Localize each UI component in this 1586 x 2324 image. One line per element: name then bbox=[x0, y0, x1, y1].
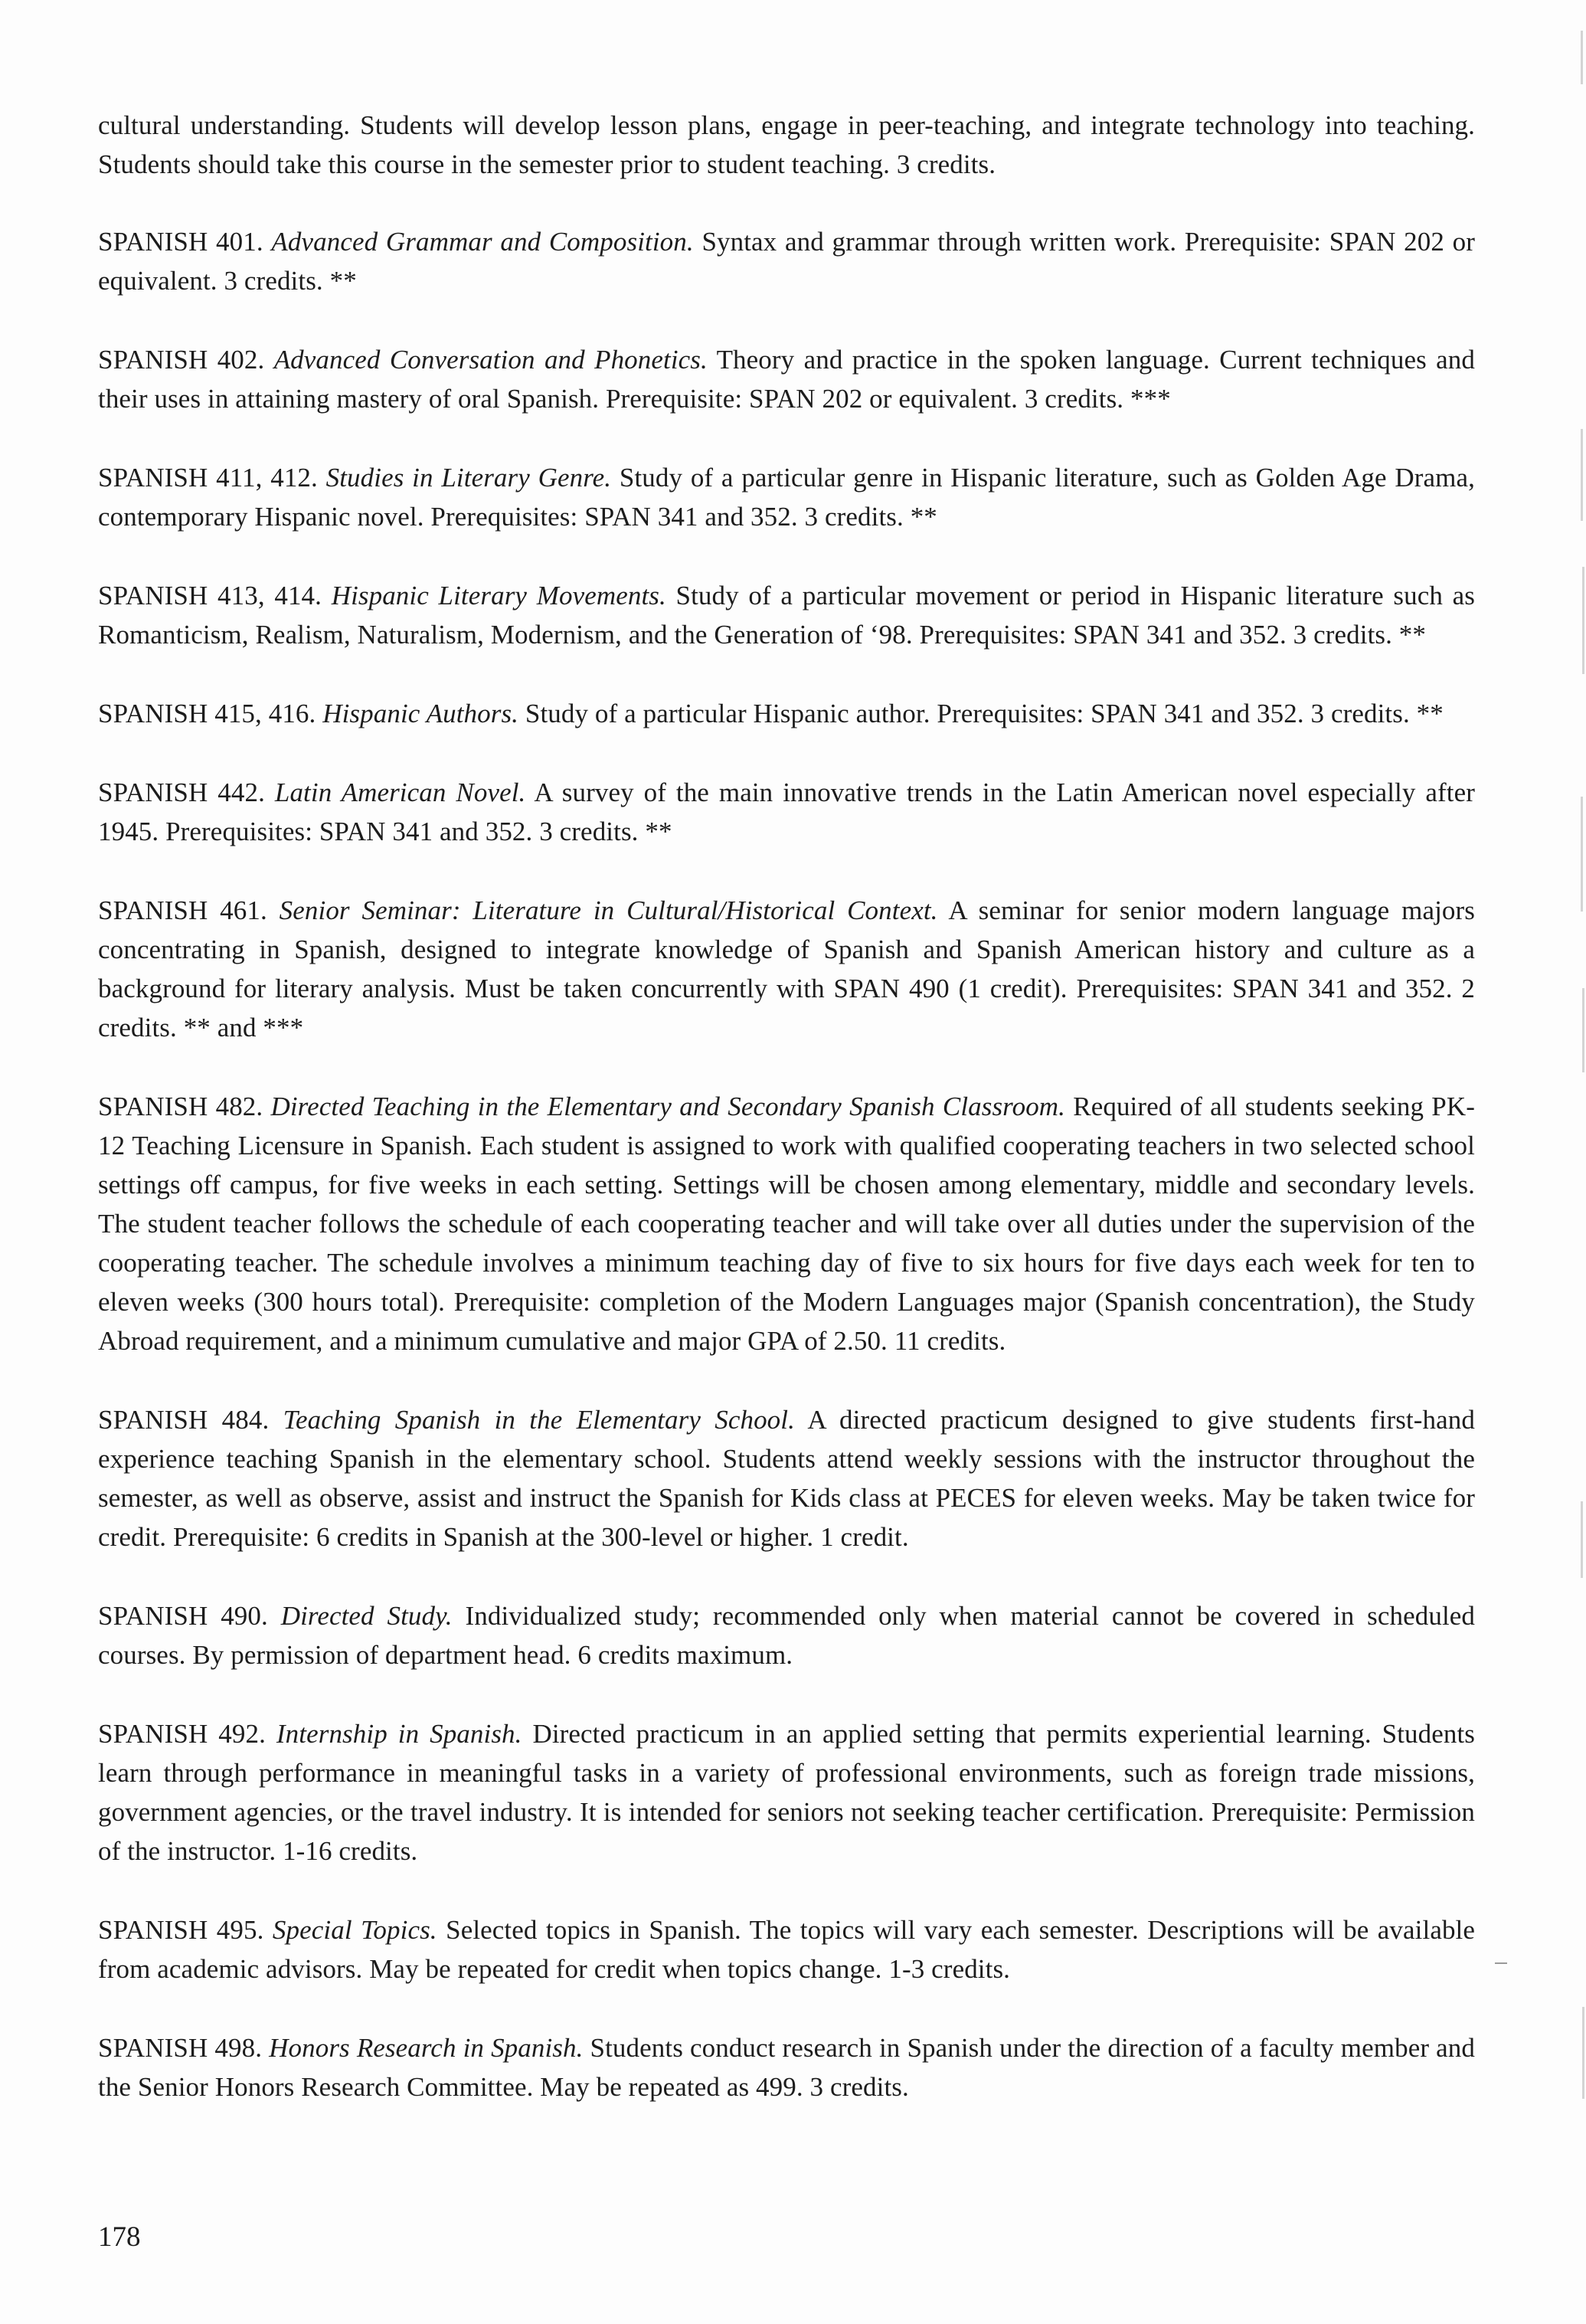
course-entry-spanish-415-416 bbox=[98, 694, 1475, 733]
course-title: Teaching Spanish in the Elementary School. bbox=[283, 1405, 795, 1435]
scan-edge-mark bbox=[1581, 1501, 1583, 1578]
scan-edge-mark bbox=[1581, 797, 1583, 912]
course-title: Hispanic Literary Movements. bbox=[331, 581, 666, 610]
course-title: Hispanic Authors. bbox=[322, 699, 519, 728]
course-description: Selected topics in Spanish. The topics will vary each semester. Descriptions will be available from academic advisors. May be repeated for credit when topics change. 1-3 credits. bbox=[98, 1915, 1476, 1984]
intro-paragraph bbox=[98, 106, 1475, 184]
scan-edge-dash bbox=[1495, 1962, 1507, 1964]
course-code: SPANISH 401. bbox=[98, 227, 263, 257]
course-description: A seminar for senior modern language majors concentrating in Spanish, designed to integrate knowledge of Spanish and Spanish American history and culture as a background for literary analysis. Must be taken concurrently with SPAN 490 (1 credit). Prerequisites: SPAN 341 and 352. 2 credits. ** and *** bbox=[98, 895, 1475, 1043]
course-description: Individualized study; recommended only when material cannot be covered in scheduled courses. By permission of department head. 6 credits maximum. bbox=[98, 1601, 1476, 1670]
course-title: Internship in Spanish. bbox=[276, 1719, 522, 1749]
course-description: Theory and practice in the spoken language. Current techniques and their uses in attaining mastery of oral Spanish. Prerequisite: SPAN 202 or equivalent. 3 credits. *** bbox=[98, 345, 1475, 414]
scan-edge-mark bbox=[1582, 567, 1584, 674]
course-code: SPANISH 402. bbox=[98, 345, 265, 375]
course-entry-spanish-498 bbox=[98, 2028, 1475, 2106]
course-code: SPANISH 461. bbox=[98, 895, 267, 925]
page-number: 178 bbox=[98, 2221, 141, 2253]
course-title: Special Topics. bbox=[272, 1915, 437, 1945]
course-description: Study of a particular movement or period in Hispanic literature such as Romanticism, Realism, Naturalism, Modernism, and the Generation of ‘98. Prerequisites: SPAN 341 and 352. 3 credits. ** bbox=[98, 581, 1475, 650]
course-title: Advanced Conversation and Phonetics. bbox=[273, 345, 708, 375]
scan-edge-mark bbox=[1582, 2007, 1584, 2099]
course-code: SPANISH 415, 416. bbox=[98, 699, 316, 728]
course-code: SPANISH 490. bbox=[98, 1601, 268, 1631]
intro-text: cultural understanding. Students will develop lesson plans, engage in peer-teaching, and integrate technology into teaching. Students should take this course in the semester prior to student teaching. 3 credits. bbox=[98, 110, 1475, 179]
course-entry-spanish-484 bbox=[98, 1400, 1475, 1556]
course-listing bbox=[98, 106, 1475, 2146]
course-description: Study of a particular Hispanic author. Prerequisites: SPAN 341 and 352. 3 credits. ** bbox=[525, 699, 1444, 728]
course-entry-spanish-492 bbox=[98, 1714, 1475, 1871]
scan-edge-mark bbox=[1582, 988, 1584, 1072]
course-description: Study of a particular genre in Hispanic literature, such as Golden Age Drama, contemporary Hispanic novel. Prerequisites: SPAN 341 and 352. 3 credits. ** bbox=[98, 463, 1475, 532]
course-entry-spanish-401 bbox=[98, 222, 1475, 300]
course-code: SPANISH 482. bbox=[98, 1092, 263, 1121]
course-entry-spanish-482 bbox=[98, 1087, 1475, 1360]
course-description: A directed practicum designed to give students first-hand experience teaching Spanish in the elementary school. Students attend weekly sessions with the instructor throughout the semester, as well as observe, assist and instruct the Spanish for Kids class at PECES for eleven weeks. May be taken twice for credit. Prerequisite: 6 credits in Spanish at the 300-level or higher. 1 credit. bbox=[98, 1405, 1475, 1552]
course-title: Advanced Grammar and Composition. bbox=[271, 227, 694, 257]
course-description: Students conduct research in Spanish under the direction of a faculty member and the Senior Honors Research Committee. May be repeated as 499. 3 credits. bbox=[98, 2033, 1475, 2102]
course-entry-spanish-402 bbox=[98, 340, 1475, 418]
course-description: A survey of the main innovative trends in the Latin American novel especially after 1945. Prerequisites: SPAN 341 and 352. 3 credits. ** bbox=[98, 777, 1475, 846]
course-entry-spanish-442 bbox=[98, 773, 1475, 851]
course-code: SPANISH 411, 412. bbox=[98, 463, 318, 493]
course-title: Honors Research in Spanish. bbox=[269, 2033, 584, 2063]
course-entry-spanish-490 bbox=[98, 1596, 1475, 1674]
course-title: Senior Seminar: Literature in Cultural/Historical Context. bbox=[279, 895, 938, 925]
course-entry-spanish-495 bbox=[98, 1910, 1475, 1988]
course-title: Directed Study. bbox=[280, 1601, 453, 1631]
course-code: SPANISH 413, 414. bbox=[98, 581, 322, 610]
course-entry-spanish-413-414 bbox=[98, 576, 1475, 654]
course-code: SPANISH 492. bbox=[98, 1719, 266, 1749]
course-code: SPANISH 495. bbox=[98, 1915, 264, 1945]
course-entry-spanish-461 bbox=[98, 891, 1475, 1047]
course-title: Directed Teaching in the Elementary and Secondary Spanish Classroom. bbox=[270, 1092, 1066, 1121]
course-code: SPANISH 442. bbox=[98, 777, 265, 807]
course-code: SPANISH 484. bbox=[98, 1405, 270, 1435]
course-entry-spanish-411-412 bbox=[98, 458, 1475, 536]
course-code: SPANISH 498. bbox=[98, 2033, 263, 2063]
course-title: Studies in Literary Genre. bbox=[325, 463, 612, 493]
course-title: Latin American Novel. bbox=[274, 777, 526, 807]
scan-edge-mark bbox=[1581, 429, 1583, 521]
course-description: Directed practicum in an applied setting that permits experiential learning. Students learn through performance in meaningful tasks in a variety of professional environments, such as foreign trade missions, government agencies, or the travel industry. It is intended for seniors not seeking teacher certification. Prerequisite: Permission of the instructor. 1-16 credits. bbox=[98, 1719, 1476, 1866]
course-description: Required of all students seeking PK-12 Teaching Licensure in Spanish. Each student is assigned to work with qualified cooperating teachers in two selected school settings off campus, for five weeks in each setting. Settings will be chosen among elementary, middle and secondary levels. The student teacher follows the schedule of each cooperating teacher and will take over all duties under the supervision of the cooperating teacher. The schedule involves a minimum teaching day of five to six hours for five days each week for ten to eleven weeks (300 hours total). Prerequisite: completion of the Modern Languages major (Spanish concentration), the Study Abroad requirement, and a minimum cumulative and major GPA of 2.50. 11 credits. bbox=[98, 1092, 1475, 1356]
scan-edge-mark bbox=[1581, 31, 1583, 84]
course-description: Syntax and grammar through written work. Prerequisite: SPAN 202 or equivalent. 3 credits. ** bbox=[98, 227, 1475, 296]
